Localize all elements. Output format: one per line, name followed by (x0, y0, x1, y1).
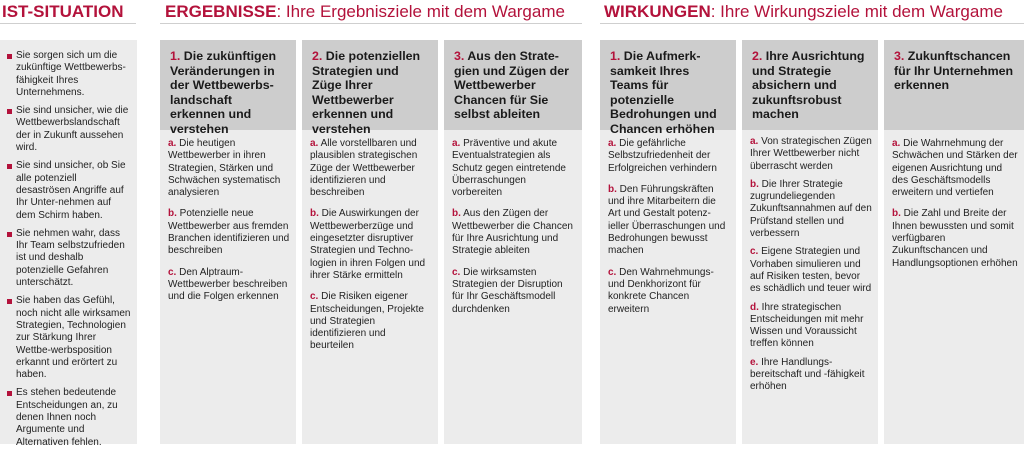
list-item: b. Potenzielle neue Wettbewerber aus fremden Branchen identifizieren und beschreiben (168, 208, 290, 257)
ergebnisse-column-3 (444, 40, 582, 444)
wirkungen-title-rule (600, 23, 1024, 24)
ergebnisse-column-1 (160, 40, 296, 444)
ist-section-title (2, 1, 124, 23)
list-item: b. Die Auswirkungen der Wettbewerberzüge und eingesetzter disruptiver Strategien und Techno-logien in ihren Folgen und ihrer Stärke ermitteln (310, 208, 426, 281)
ist-bullet: Sie sind unsicher, ob Sie alle potenziell desaströsen Angriffe auf Ihr Unter-nehmen auf dem Schirm haben. (6, 160, 131, 221)
wirkungen-subtitle: : Ihre Wirkungsziele mit dem Wargame (710, 2, 1003, 21)
bullet-square-icon (7, 109, 12, 114)
column-body (884, 130, 1024, 444)
wirkungen-column-2 (742, 40, 878, 444)
list-item: a. Präventive und akute Eventualstrategien als Schutz gegen eintretende Überraschungen vorbereiten (452, 138, 566, 199)
column-heading: 2. Die potenziellen Strategien und Züge Ihrer Wettbewerber erkennen und verstehen (302, 40, 438, 130)
column-heading: 3. Aus den Strate-gien und Zügen der Wettbewerber Chancen für Sie selbst ableiten (444, 40, 582, 130)
list-item: c. Den Wahrnehmungs- und Denkhorizont für konkrete Chancen erweitern (608, 266, 714, 315)
list-item: a. Die gefährliche Selbstzufriedenheit der Erfolgreichen verhindern (608, 138, 717, 174)
list-item: b. Die Ihrer Strategie zugrundeliegenden Zukunftsannahmen auf den Prüfstand stellen und verbessern (750, 178, 872, 240)
wirkungen-section-title (604, 1, 1003, 23)
column-heading: 1. Die zukünftigen Veränderungen in der Wettbewerbs-landschaft erkennen und verstehen (160, 40, 296, 130)
ergebnisse-title-rule (160, 23, 582, 24)
wirkungen-column-3 (884, 40, 1024, 444)
list-item: c. Die Risiken eigener Entscheidungen, Projekte und Strategien identifizieren und beurteilen (310, 291, 424, 352)
list-item: c. Eigene Strategien und Vorhaben simulieren und auf Risiken testen, bevor es schädlich und teuer wird (750, 246, 872, 295)
list-item: c. Den Alptraum-Wettbewerber beschreiben und die Folgen erkennen (168, 266, 288, 303)
ergebnisse-column-2 (302, 40, 438, 444)
ist-bullet: Sie nehmen wahr, dass Ihr Team selbstzufrieden ist und deshalb potenzielle Gefahren unterschätzt. (6, 228, 131, 289)
list-item: b. Aus den Zügen der Wettbewerber die Chancen für Ihre Ausrichtung und Strategie ableiten (452, 208, 573, 257)
list-item: a. Die heutigen Wettbewerber in ihren Strategien, Stärken und Schwächen systematisch analysieren (168, 138, 281, 199)
bullet-square-icon (7, 232, 12, 237)
column-heading: 2. Ihre Ausrichtung und Strategie absichern und zukunftsrobust machen (742, 40, 878, 130)
wirkungen-title: WIRKUNGEN (604, 2, 711, 21)
bullet-square-icon (7, 164, 12, 169)
ergebnisse-subtitle: : Ihre Ergebnisziele mit dem Wargame (276, 2, 565, 21)
column-heading: 1. Die Aufmerk-samkeit Ihres Teams für potenzielle Bedrohungen und Chancen erhöhen (600, 40, 736, 130)
column-body (160, 130, 296, 444)
list-item: a. Die Wahrnehmung der Schwächen und Stärken der eigenen Ausrichtung und des Geschäftsmodells erweitern und vertiefen (892, 138, 1018, 199)
column-body (444, 130, 582, 444)
list-item: b. Die Zahl und Breite der Ihnen bewussten und somit verfügbaren Zukunftschancen und Handlungsoptionen erhöhen (892, 208, 1018, 269)
ist-title: IST-SITUATION (2, 2, 124, 21)
ist-bullet-list (6, 50, 131, 455)
bullet-square-icon (7, 54, 12, 59)
column-body (742, 130, 878, 444)
list-item: a. Alle vorstellbaren und plausiblen strategischen Züge der Wettbewerber identifizieren und beschreiben (310, 138, 418, 199)
list-item: c. Die wirksamsten Strategien der Disruption für Ihr Geschäftsmodell durchdenken (452, 266, 563, 315)
column-body (302, 130, 438, 444)
ist-bullet: Sie haben das Gefühl, noch nicht alle wirksamen Strategien, Technologien zur Stärkung Ihrer Wettbe-werbsposition erkannt und erörtert zu haben. (6, 295, 131, 381)
ist-bullet: Sie sind unsicher, wie die Wettbewerbslandschaft der in Zukunft aussehen wird. (6, 105, 131, 154)
list-item: e. Ihre Handlungs-bereitschaft und -fähigkeit erhöhen (750, 356, 865, 393)
list-item: b. Den Führungskräften und ihre Mitarbeitern die Art und Gestalt potenz-ieller Überraschungen und Bedrohungen bewusst machen (608, 183, 726, 257)
ergebnisse-title: ERGEBNISSE (165, 2, 277, 21)
ergebnisse-section-title (165, 1, 565, 23)
bullet-square-icon (7, 391, 12, 396)
column-heading: 3. Zukunftschancen für Ihr Unternehmen erkennen (884, 40, 1024, 130)
list-item: a. Von strategischen Zügen Ihrer Wettbewerber nicht überrascht werden (750, 136, 872, 172)
ist-bullet: Es stehen bedeutende Entscheidungen an, zu denen Ihnen noch Argumente und Alternativen fehlen. (6, 387, 131, 448)
column-body (600, 130, 736, 444)
wirkungen-column-1 (600, 40, 736, 444)
ist-title-rule (0, 23, 136, 24)
ist-bullet: Sie sorgen sich um die zukünftige Wettbewerbs-fähigkeit Ihres Unternehmens. (6, 50, 131, 99)
bullet-square-icon (7, 299, 12, 304)
list-item: d. Ihre strategischen Entscheidungen mit mehr Wissen und Voraussicht treffen können (750, 301, 864, 350)
